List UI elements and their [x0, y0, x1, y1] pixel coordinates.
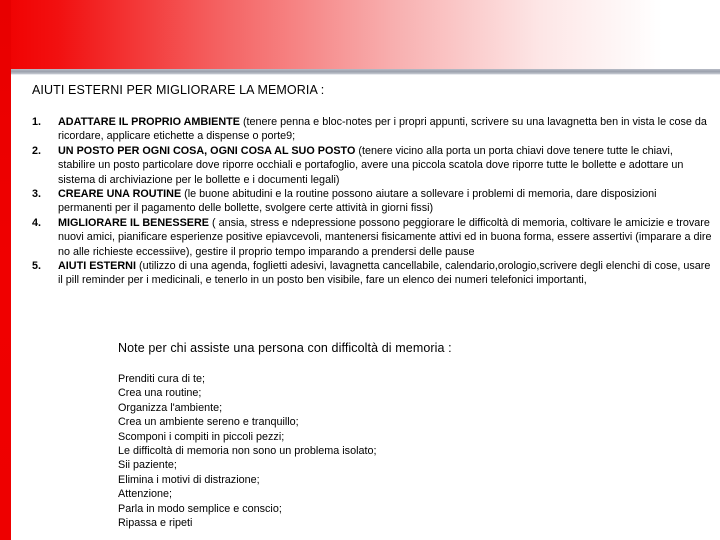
header-divider-highlight — [11, 74, 720, 75]
note-line: Sii paziente; — [118, 459, 177, 472]
note-line: Parla in modo semplice e conscio; — [118, 502, 282, 515]
item-text: ( ansia, stress e ndepressione possono peggiorare le difficoltà di memoria, coltivare le amicizie e trovare nuovi amici, pianificare esperienze positive epiavcevoli, mantenersi fisicamente attivi ed in buona forma, essere assertivi (imparare a dire no alle richieste eccessiive), gestire il proprio tempo imparando a prendersi delle pause — [58, 216, 712, 258]
item-heading: AIUTI ESTERNI — [58, 260, 136, 273]
item-number: 4. — [32, 216, 42, 229]
note-line: Attenzione; — [118, 488, 173, 501]
note-line: Scomponi i compiti in piccoli pezzi; — [118, 430, 285, 443]
notes-title: Note per chi assiste una persona con difficoltà di memoria : — [118, 341, 452, 355]
note-line: Prenditi cura di te; — [118, 373, 206, 385]
item-number: 3. — [32, 188, 42, 201]
caregiver-notes-list — [118, 372, 376, 530]
tips-list — [32, 115, 712, 288]
header-gradient-band — [0, 0, 720, 70]
item-heading: MIGLIORARE IL BENESSERE — [58, 216, 209, 229]
note-line: Organizza l'ambiente; — [118, 401, 223, 414]
item-number: 2. — [32, 144, 42, 157]
item-text: (utilizzo di una agenda, foglietti adesivi, lavagnetta cancellabile, calendario,orologio,scrivere degli elenchi di cose, usare il pill reminder per i medicinali, e tenerlo in un posto ben visibile, fare un elenco dei numeri telefonici importanti, — [58, 260, 711, 287]
item-heading: CREARE UNA ROUTINE — [58, 188, 182, 201]
item-heading: UN POSTO PER OGNI COSA, OGNI COSA AL SUO POSTO — [58, 144, 356, 157]
list-item — [32, 259, 712, 288]
note-line: Crea un ambiente sereno e tranquillo; — [118, 416, 299, 429]
note-line: Crea una routine; — [118, 387, 202, 400]
page-title: AIUTI ESTERNI PER MIGLIORARE LA MEMORIA : — [32, 83, 325, 97]
list-item — [32, 115, 712, 144]
left-accent-bar — [0, 0, 11, 540]
list-item — [32, 187, 712, 216]
note-line: Elimina i motivi di distrazione; — [118, 473, 260, 486]
item-text: (tenere penna e bloc-notes per i propri appunti, scrivere su una lavagnetta ben in vista le cose da ricordare, applicare etichette a dispense o porte9; — [58, 116, 707, 143]
note-line: Ripassa e ripeti — [118, 517, 193, 530]
list-item — [32, 144, 712, 187]
item-number: 1. — [32, 116, 42, 128]
note-line: Le difficoltà di memoria non sono un problema isolato; — [118, 445, 377, 458]
item-heading: ADATTARE IL PROPRIO AMBIENTE — [58, 116, 240, 128]
item-number: 5. — [32, 260, 42, 273]
item-text: (le buone abitudini e la routine possono aiutare a sollevare i problemi di memoria, dare disposizioni permanenti per il pagamento delle bollette, svolgere certe attività in giorni fissi) — [58, 188, 657, 215]
item-text: (tenere vicino alla porta un porta chiavi dove tenere tutte le chiavi, stabilire un posto particolare dove riporre occhiali e portafoglio, avere una piccola scatola dove riporre tutte le bollette e adottare un sistema di archiviazione per le bollette e i documenti legali) — [58, 144, 684, 186]
list-item — [32, 216, 712, 259]
